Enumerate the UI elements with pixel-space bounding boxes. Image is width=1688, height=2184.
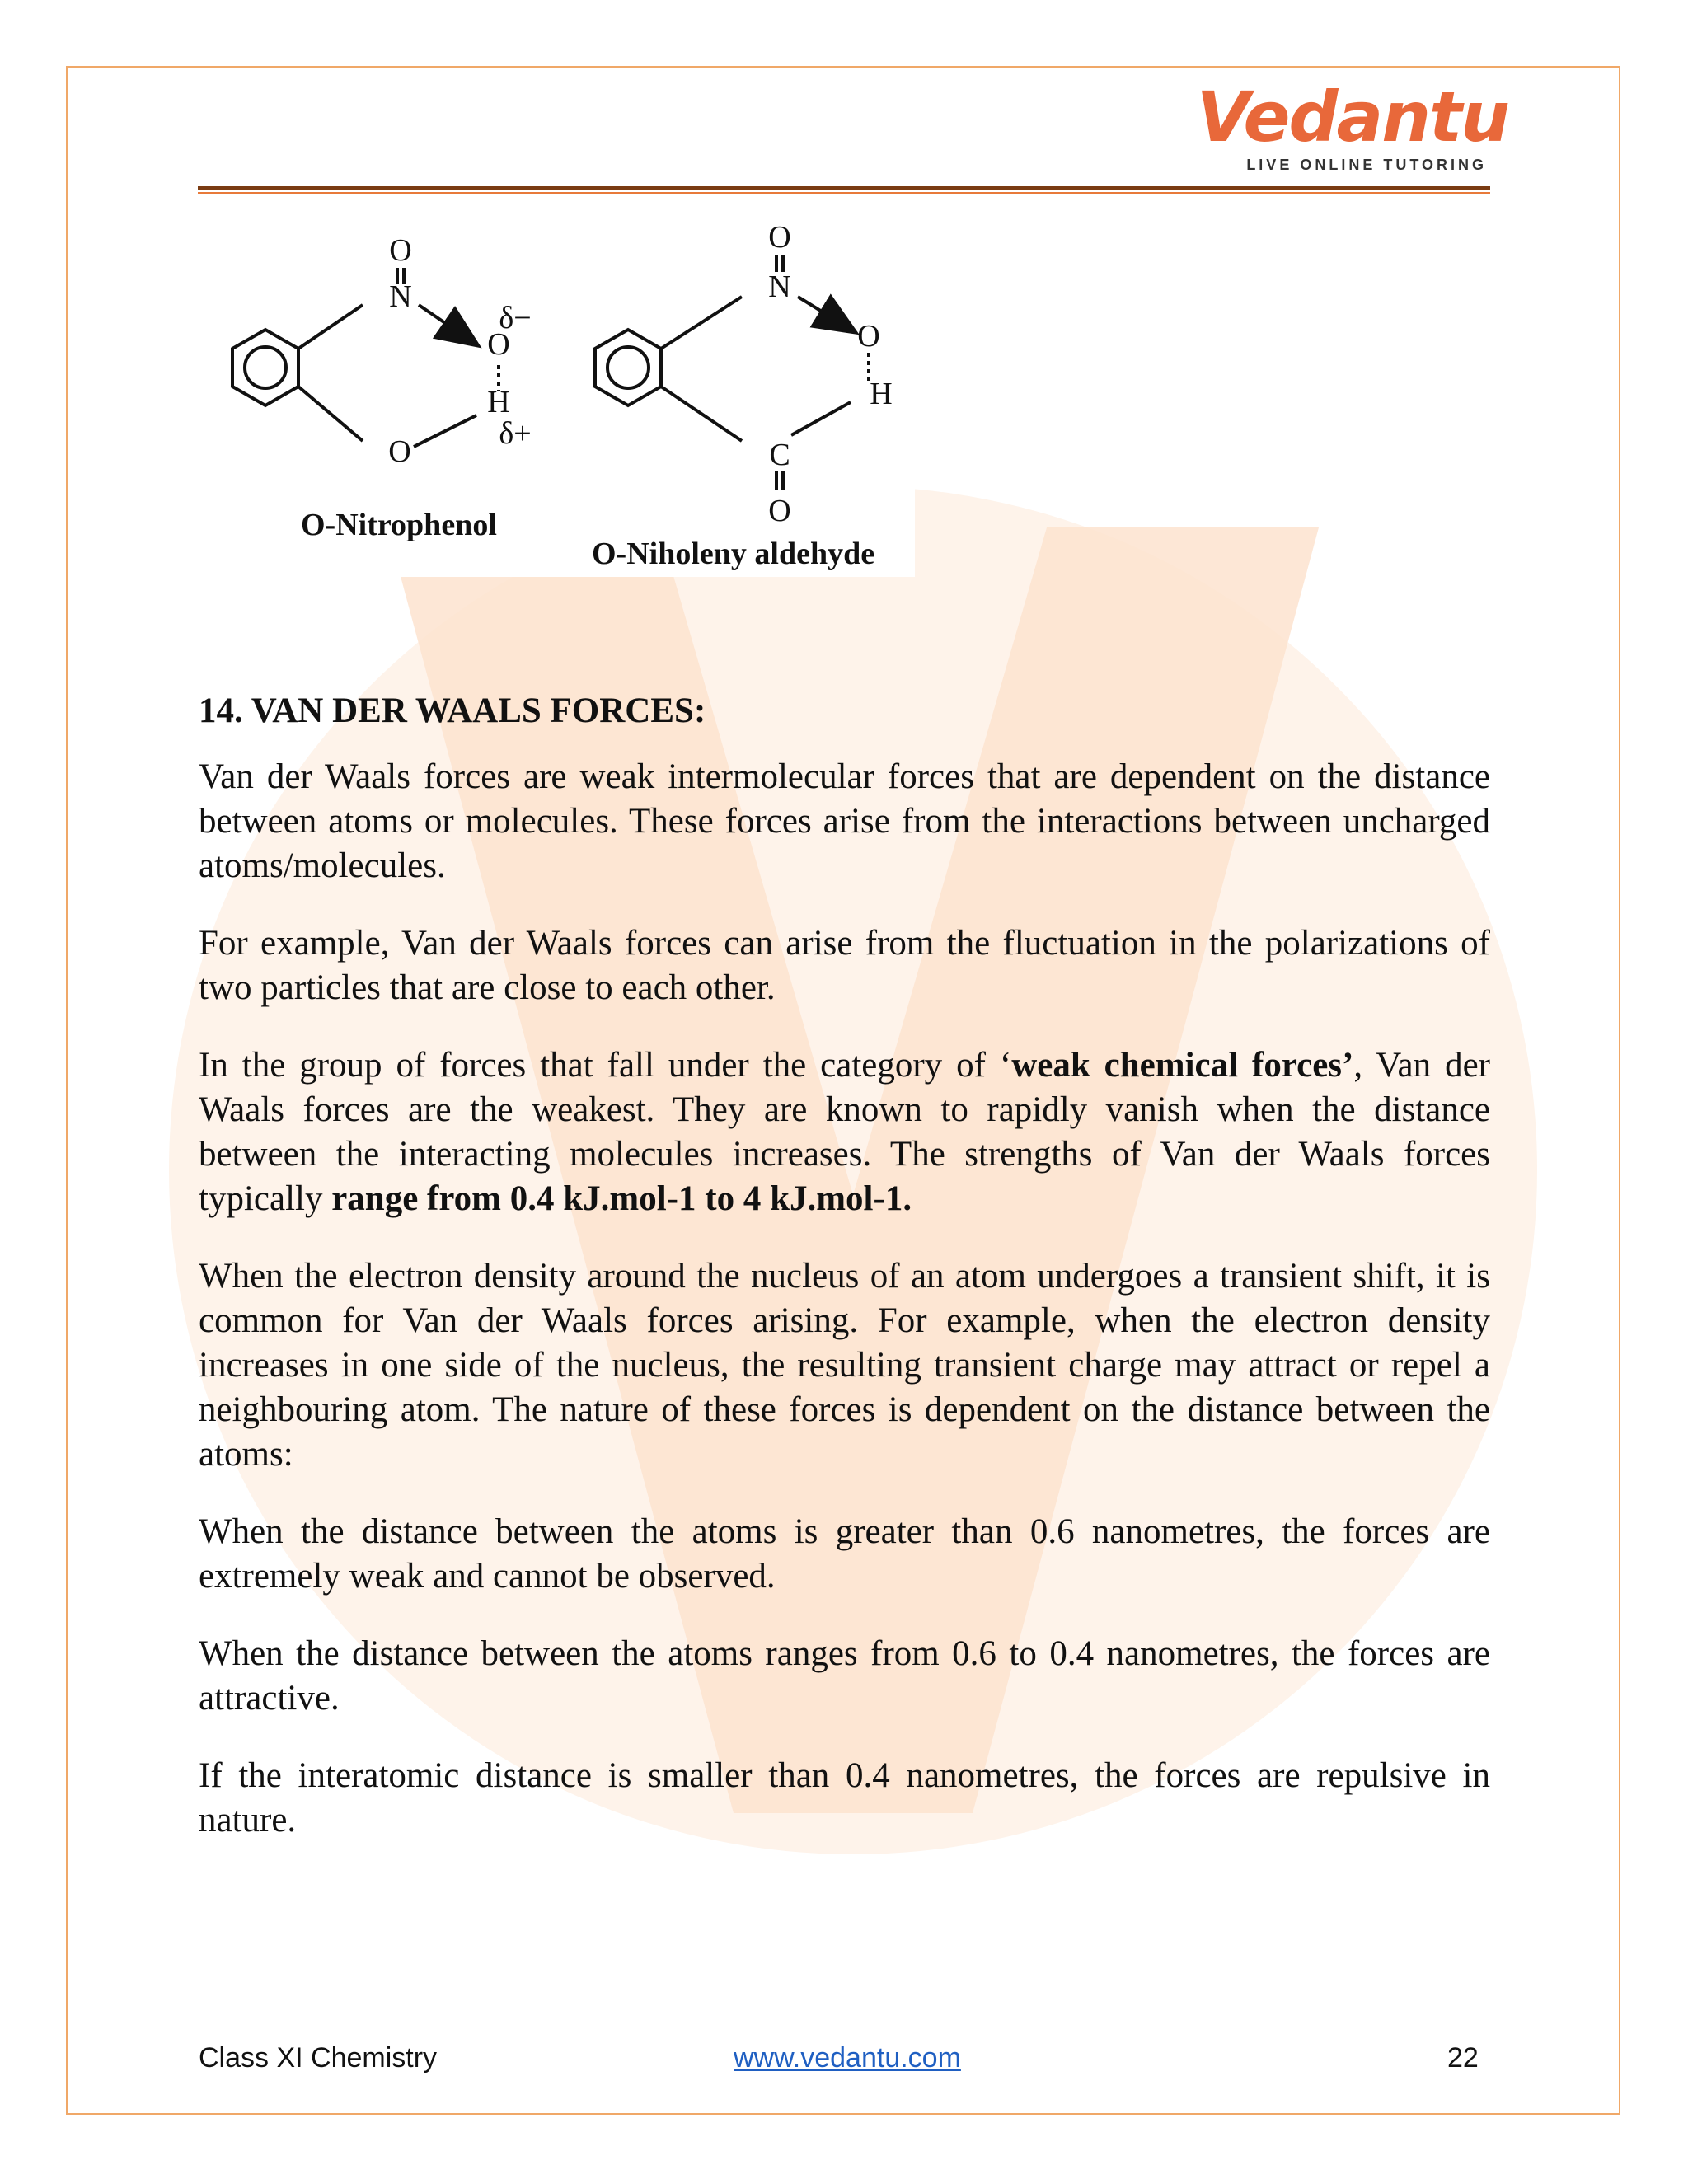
paragraph-2: For example, Van der Waals forces can arise from the fluctuation in the polarizations of two particles that are close to each other.: [199, 924, 1490, 1007]
atom-o-bottom-left: O: [388, 434, 411, 469]
atom-o-right-left: O: [487, 327, 510, 362]
atom-o-bottom-right: O: [768, 494, 791, 528]
paragraph-6: When the distance between the atoms ranges from 0.6 to 0.4 nanometres, the forces are attractive.: [199, 1634, 1490, 1718]
paragraph-4: When the electron density around the nucleus of an atom undergoes a transient shift, it is common for Van der Waals forces arising. For example, when the electron density increases in one side of the nucleus, the resulting transient charge may attract or repel a neighbouring atom. The nature of these forces is dependent on the distance between the atoms:: [199, 1257, 1490, 1474]
paragraph-7: If the interatomic distance is smaller than 0.4 nanometres, the forces are repulsive in nature.: [199, 1756, 1490, 1840]
page-number: 22: [1447, 2042, 1479, 2074]
footer-website-link[interactable]: www.vedantu.com: [734, 2042, 961, 2074]
atom-o-right-right: O: [857, 319, 880, 354]
benzene-ring-right: [595, 330, 661, 405]
caption-o-nitrophenol: O-Nitrophenol: [301, 508, 497, 542]
logo-tagline: LIVE ONLINE TUTORING: [1246, 157, 1487, 173]
benzene-ring-left: [232, 330, 298, 405]
p3-bold-range: range from 0.4 kJ.mol-1 to 4 kJ.mol-1.: [331, 1179, 912, 1218]
header-rule-accent: [198, 192, 1490, 194]
p3-part-c: , Van der Waals forces are the weakest. They are known to rapidly vanish when the distance between the interacting molecules increases. The strengths of Van der Waals forces typically: [199, 1046, 1490, 1218]
section-heading: 14. VAN DER WAALS FORCES:: [199, 691, 706, 730]
charge-delta-plus: δ+: [499, 416, 532, 451]
paragraph-3: [199, 1043, 1490, 1221]
atom-h-right: H: [870, 377, 893, 411]
charge-delta-minus: δ−: [499, 301, 532, 335]
paragraph-5: When the distance between the atoms is greater than 0.6 nanometres, the forces are extremely weak and cannot be observed.: [199, 1512, 1490, 1596]
footer-class-label: Class XI Chemistry: [199, 2042, 438, 2074]
atom-o-top-right: O: [768, 220, 791, 255]
paragraph-1: Van der Waals forces are weak intermolecular forces that are dependent on the distance between atoms or molecules. These forces arise from the interactions between uncharged atoms/molecules.: [199, 757, 1490, 885]
hydrogen-bond-figure: [198, 214, 915, 577]
p3-bold-weak-chemical-forces: weak chemical forces’: [1011, 1046, 1354, 1085]
logo-wordmark: Vedantu: [1196, 77, 1508, 157]
section-content: [199, 689, 1490, 1876]
caption-o-niholeny-aldehyde: O-Niholeny aldehyde: [592, 537, 875, 571]
atom-n-left: N: [389, 279, 412, 314]
vedantu-logo: [1196, 76, 1508, 175]
header-rule: [198, 186, 1490, 190]
atom-h-left: H: [487, 385, 510, 419]
p3-part-a: In the group of forces that fall under the category of ‘: [199, 1046, 1012, 1085]
atom-c-right: C: [769, 438, 790, 472]
atom-n-right: N: [768, 269, 791, 304]
atom-o-top-left: O: [389, 233, 412, 268]
